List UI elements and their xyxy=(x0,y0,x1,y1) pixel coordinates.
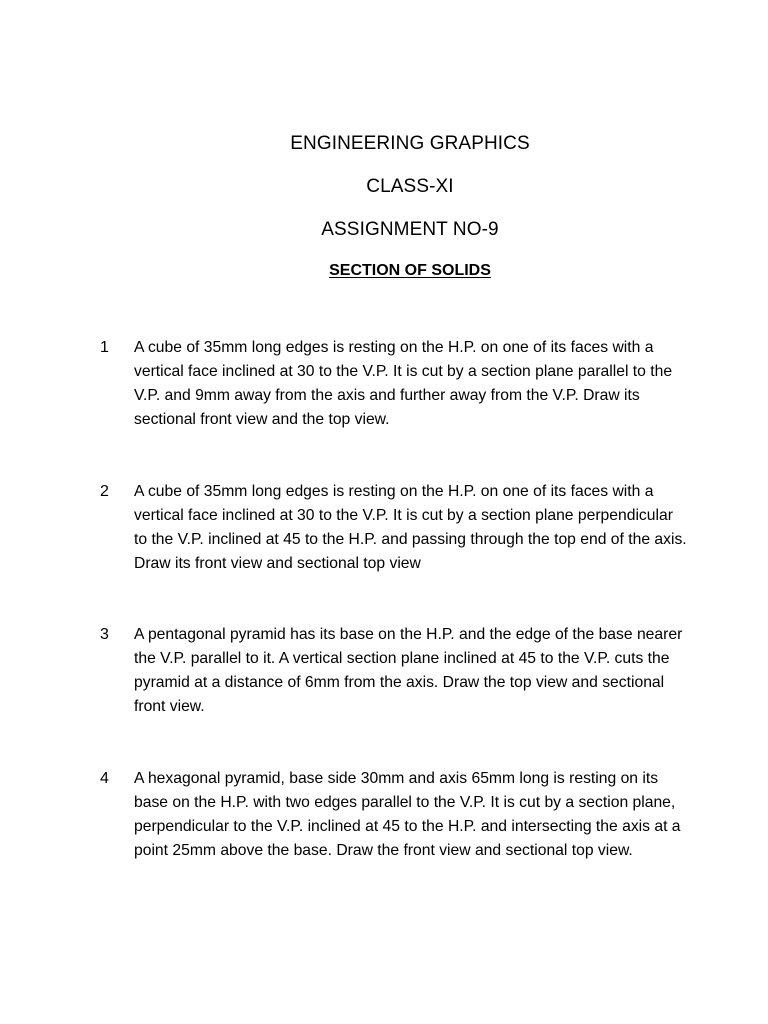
document-title: ENGINEERING GRAPHICS xyxy=(290,133,530,154)
question-number: 2 xyxy=(100,483,109,500)
question-text: A cube of 35mm long edges is resting on the H.P. on one of its faces with a vertical face inclined at 30 to the V.P. It is cut by a section plane parallel to the V.P. and 9mm away from the axis and further away from the V.P. Draw its sectional front view and the top view. xyxy=(134,339,673,428)
question-text: A pentagonal pyramid has its base on the H.P. and the edge of the base nearer the V.P. parallel to it. A vertical section plane inclined at 45 to the V.P. cuts the pyramid at a distance of 6mm from the axis. Draw the top view and sectional front view. xyxy=(134,626,683,715)
question-number: 4 xyxy=(100,770,109,787)
question-number: 3 xyxy=(100,626,109,643)
class-label: CLASS-XI xyxy=(366,176,454,197)
question-number: 1 xyxy=(100,339,109,356)
section-title: SECTION OF SOLIDS xyxy=(329,262,491,279)
assignment-label: ASSIGNMENT NO-9 xyxy=(321,219,499,240)
question-text: A cube of 35mm long edges is resting on the H.P. on one of its faces with a vertical face inclined at 30 to the V.P. It is cut by a section plane perpendicular to the V.P. inclined at 45 to the H.P. and passing through the top end of the axis. Draw its front view and sectional top view xyxy=(134,483,687,572)
question-text: A hexagonal pyramid, base side 30mm and axis 65mm long is resting on its base on the H.P. with two edges parallel to the V.P. It is cut by a section plane, perpendicular to the V.P. inclined at 45 to the H.P. and intersecting the axis at a point 25mm above the base. Draw the front view and sectional top view. xyxy=(134,770,681,859)
